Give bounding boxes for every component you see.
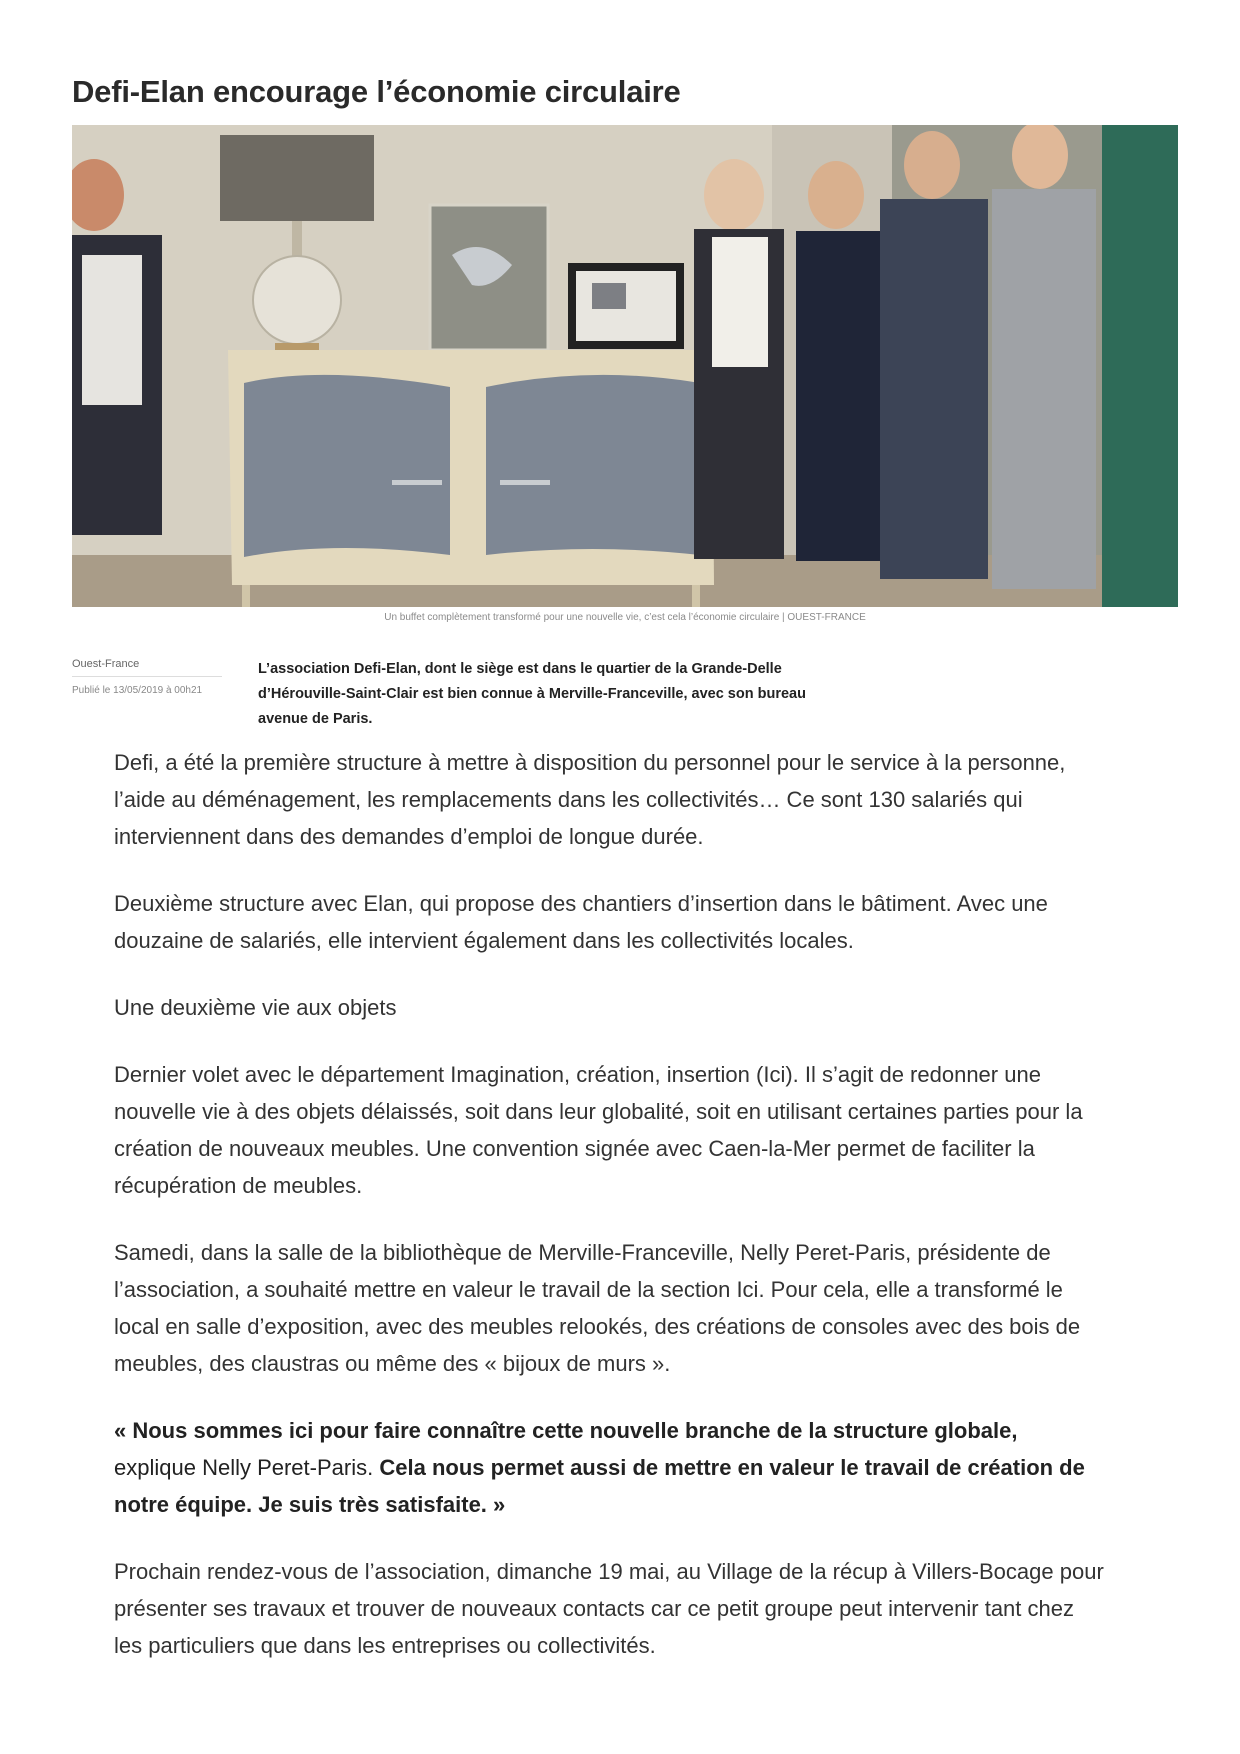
quote-part-1: « Nous sommes ici pour faire connaître cette nouvelle branche de la structure globale, — [114, 1418, 1018, 1443]
paragraph: Deuxième structure avec Elan, qui propose des chantiers d’insertion dans le bâtiment. Avec une douzaine de salariés, elle intervient également dans les collectivités locales. — [114, 891, 1048, 953]
paragraph: Dernier volet avec le département Imagination, création, insertion (Ici). Il s’agit de redonner une nouvelle vie à des objets délaissés, soit dans leur globalité, soit en utilisant certaines parties pour la création de nouveaux meubles. Une convention signée avec Caen-la-Mer permet de faciliter la récupération de meubles. — [114, 1062, 1083, 1198]
article-photo — [72, 125, 1178, 607]
quote-part-2: Cela nous permet aussi de mettre en valeur le travail de création de notre équipe. Je suis très satisfaite. » — [114, 1455, 1085, 1517]
publish-date: Publié le 13/05/2019 à 00h21 — [72, 685, 203, 696]
photo-caption: Un buffet complètement transformé pour une nouvelle vie, c’est cela l’économie circulaire | OUEST-FRANCE — [384, 612, 866, 623]
article-lead: L’association Defi-Elan, dont le siège est dans le quartier de la Grande-Delle d’Hérouville-Saint-Clair est bien connue à Merville-Franceville, avec son bureau avenue de Paris. — [258, 661, 806, 727]
paragraph: Defi, a été la première structure à mettre à disposition du personnel pour le service à la personne, l’aide au déménagement, les remplacements dans les collectivités… Ce sont 130 salariés qui interviennent dans des demandes d’emploi de longue durée. — [114, 750, 1066, 849]
paragraph: Prochain rendez-vous de l’association, dimanche 19 mai, au Village de la récup à Villers-Bocage pour présenter ses travaux et trouver de nouveaux contacts car ce petit groupe peut intervenir tant chez les particuliers que dans les entreprises ou collectivités. — [114, 1559, 1104, 1658]
source-name[interactable]: Ouest-France — [72, 658, 222, 677]
paragraph: Samedi, dans la salle de la bibliothèque de Merville-Franceville, Nelly Peret-Paris, présidente de l’association, a souhaité mettre en valeur le travail de la section Ici. Pour cela, elle a transformé le local en salle d’exposition, avec des meubles relookés, des créations de consoles avec des bois de meubles, des claustras ou même des « bijoux de murs ». — [114, 1240, 1081, 1376]
article-body — [114, 744, 1104, 1694]
quote-attribution: explique Nelly Peret-Paris. — [114, 1455, 374, 1480]
article-title: Defi-Elan encourage l’économie circulaire — [72, 74, 681, 109]
subheading: Une deuxième vie aux objets — [114, 995, 397, 1020]
article-meta — [72, 658, 222, 696]
quote-paragraph — [114, 1412, 1104, 1523]
